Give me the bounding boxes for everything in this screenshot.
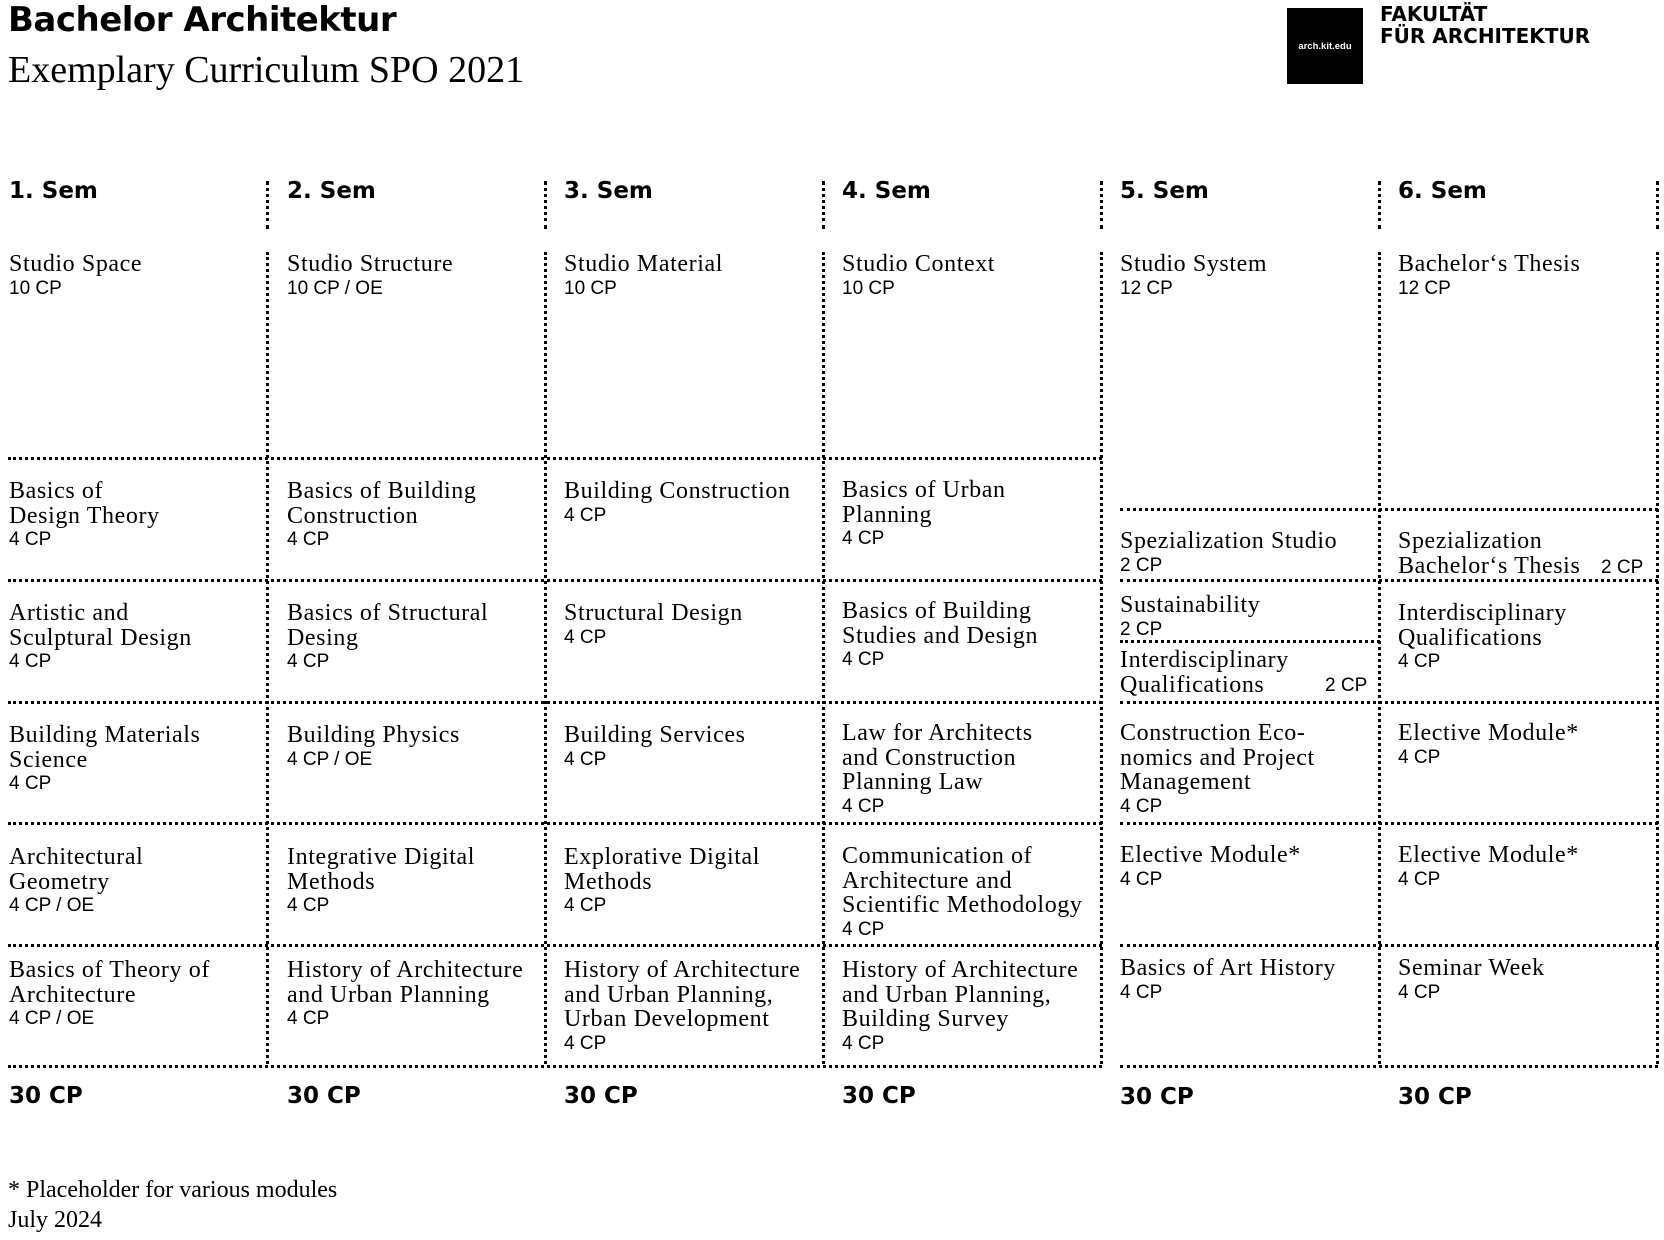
module-cell[interactable] xyxy=(1398,956,1664,1004)
module-cell[interactable] xyxy=(564,845,836,917)
module-credits: 4 CP xyxy=(9,651,52,672)
semester-total: 30 CP xyxy=(564,1083,638,1109)
row-divider xyxy=(8,701,1102,704)
module-cell[interactable] xyxy=(1120,721,1392,818)
semester-total: 30 CP xyxy=(287,1083,361,1109)
module-name: Building Materials Science xyxy=(9,722,201,773)
module-name: Studio Structure xyxy=(287,251,454,277)
header-divider xyxy=(822,181,825,229)
row-divider xyxy=(8,822,1102,825)
header-divider xyxy=(544,181,547,229)
module-cell[interactable] xyxy=(842,252,1114,300)
module-cell[interactable] xyxy=(842,599,1114,671)
module-cell[interactable] xyxy=(564,958,836,1055)
module-credits: 4 CP xyxy=(842,1032,885,1054)
footnote: * Placeholder for various modules xyxy=(8,1177,338,1203)
module-credits: 12 CP xyxy=(1398,277,1451,299)
module-name: Building Services xyxy=(564,722,746,748)
semester-2-label: 2. Sem xyxy=(287,178,376,204)
module-name: Law for Architects and Construction Planning Law xyxy=(842,720,1033,795)
module-credits: 4 CP xyxy=(1398,981,1441,1003)
module-name: Structural Design xyxy=(564,600,743,626)
module-cell[interactable] xyxy=(287,479,559,551)
module-credits: 4 CP xyxy=(9,529,52,550)
module-cell[interactable] xyxy=(287,723,559,771)
page-title: Bachelor Architektur xyxy=(8,0,397,40)
module-credits: 10 CP xyxy=(9,277,62,299)
row-divider xyxy=(1120,701,1658,704)
module-name: Studio System xyxy=(1120,251,1268,277)
module-credits: 4 CP xyxy=(842,649,885,670)
module-credits: 10 CP / OE xyxy=(287,277,383,299)
module-credits: 4 CP xyxy=(1120,795,1163,817)
module-name: Seminar Week xyxy=(1398,955,1545,981)
module-name: Basics of Structural Desing xyxy=(287,600,489,651)
semester-total: 30 CP xyxy=(9,1083,83,1109)
module-cell[interactable] xyxy=(1120,843,1392,891)
module-credits: 4 CP xyxy=(9,773,52,794)
module-credits: 4 CP xyxy=(1120,868,1163,890)
module-credits: 4 CP xyxy=(564,895,607,916)
semester-1-label: 1. Sem xyxy=(9,178,98,204)
module-cell[interactable] xyxy=(1398,843,1664,891)
module-cell[interactable] xyxy=(1120,529,1392,577)
module-credits: 4 CP xyxy=(1398,746,1441,768)
module-name: Elective Module* xyxy=(1120,842,1301,868)
row-divider xyxy=(1120,579,1658,582)
module-cell[interactable] xyxy=(564,252,836,300)
module-credits: 4 CP xyxy=(1120,981,1163,1003)
module-cell[interactable] xyxy=(842,478,1114,550)
module-cell[interactable] xyxy=(9,601,281,673)
row-divider xyxy=(8,1065,1102,1068)
module-name: Studio Material xyxy=(564,251,723,277)
module-cell[interactable] xyxy=(287,601,559,673)
module-name: History of Architecture and Urban Planning xyxy=(287,957,524,1008)
module-name: Communication of Architecture and Scientific Methodology xyxy=(842,843,1083,918)
module-credits: 2 CP xyxy=(1120,554,1163,576)
faculty-logo[interactable] xyxy=(1287,8,1363,84)
module-credits: 4 CP xyxy=(842,918,885,940)
module-name: Integrative Digital Methods xyxy=(287,844,476,895)
module-cell[interactable] xyxy=(9,479,281,551)
module-credits: 2 CP xyxy=(1325,675,1368,696)
faculty-name-line2: FÜR ARCHITEKTUR xyxy=(1380,24,1591,48)
module-credits: 4 CP xyxy=(1398,868,1441,890)
module-name: Studio Space xyxy=(9,251,143,277)
module-cell[interactable] xyxy=(842,721,1114,818)
module-cell[interactable] xyxy=(287,252,559,300)
semester-5-label: 5. Sem xyxy=(1120,178,1209,204)
module-credits: 4 CP xyxy=(564,504,607,526)
module-name: Interdisciplinary Qualifications xyxy=(1120,647,1289,698)
module-cell[interactable] xyxy=(9,958,281,1030)
module-name: Building Construction xyxy=(564,478,791,504)
module-credits: 2 CP xyxy=(1120,618,1163,640)
semester-total: 30 CP xyxy=(1120,1084,1194,1110)
column-divider xyxy=(822,252,825,1064)
module-cell[interactable] xyxy=(842,958,1132,1055)
module-name: Basics of Urban Planning xyxy=(842,477,1006,528)
module-name: Elective Module* xyxy=(1398,720,1579,746)
module-cell[interactable] xyxy=(9,723,281,795)
module-name: Bachelor‘s Thesis xyxy=(1398,251,1581,277)
module-name: Spezialization Studio xyxy=(1120,528,1338,554)
module-cell[interactable] xyxy=(1120,956,1392,1004)
module-cell[interactable] xyxy=(1398,601,1664,673)
logo-text: arch.kit.edu xyxy=(1298,40,1352,52)
module-credits: 4 CP xyxy=(842,795,885,817)
module-name: Interdisciplinary Qualifications xyxy=(1398,600,1567,651)
module-credits: 4 CP xyxy=(564,626,607,648)
header-divider xyxy=(266,181,269,229)
faculty-name-line1: FAKULTÄT xyxy=(1380,2,1488,26)
page-subtitle: Exemplary Curriculum SPO 2021 xyxy=(8,49,525,91)
semester-total: 30 CP xyxy=(1398,1084,1472,1110)
module-name: Artistic and Sculptural Design xyxy=(9,600,192,651)
row-divider xyxy=(1120,944,1658,947)
module-credits: 4 CP xyxy=(287,651,330,672)
module-cell[interactable] xyxy=(564,601,836,649)
module-credits: 4 CP / OE xyxy=(9,1008,95,1029)
module-name: Elective Module* xyxy=(1398,842,1579,868)
module-name: Explorative Digital Methods xyxy=(564,844,761,895)
module-cell[interactable] xyxy=(564,479,836,527)
module-credits: 10 CP xyxy=(564,277,617,299)
row-divider xyxy=(8,457,1102,460)
module-cell[interactable] xyxy=(9,845,281,917)
row-divider xyxy=(1120,822,1658,825)
row-divider xyxy=(8,579,1102,582)
module-credits: 4 CP xyxy=(287,1008,330,1029)
semester-3-label: 3. Sem xyxy=(564,178,653,204)
module-credits: 10 CP xyxy=(842,277,895,299)
module-credits: 4 CP xyxy=(842,528,885,549)
module-cell[interactable] xyxy=(9,252,281,300)
module-cell[interactable] xyxy=(1398,252,1664,300)
header-divider xyxy=(1656,181,1659,229)
module-cell[interactable] xyxy=(1120,593,1392,641)
semester-total: 30 CP xyxy=(842,1083,916,1109)
module-credits: 4 CP xyxy=(287,895,330,916)
module-name: History of Architecture and Urban Planning, Building Survey xyxy=(842,957,1079,1032)
module-credits: 4 CP xyxy=(287,529,330,550)
module-name: Basics of Building Construction xyxy=(287,478,477,529)
semester-6-label: 6. Sem xyxy=(1398,178,1487,204)
module-credits: 4 CP / OE xyxy=(9,895,95,916)
module-cell[interactable] xyxy=(287,845,559,917)
row-divider xyxy=(8,944,1102,947)
module-name: Basics of Theory of Architecture xyxy=(9,957,210,1008)
module-name: Building Physics xyxy=(287,722,460,748)
module-cell[interactable] xyxy=(842,844,1132,941)
module-name: Basics of Building Studies and Design xyxy=(842,598,1039,649)
module-name: Studio Context xyxy=(842,251,996,277)
module-name: Basics of Design Theory xyxy=(9,478,160,529)
header-divider xyxy=(1100,181,1103,229)
row-divider xyxy=(1120,1065,1658,1068)
module-name: Architectural Geometry xyxy=(9,844,144,895)
module-credits: 4 CP / OE xyxy=(287,748,373,770)
module-name: Construction Eco- nomics and Project Management xyxy=(1120,720,1315,795)
module-name: Spezialization Bachelor‘s Thesis xyxy=(1398,528,1581,579)
module-cell[interactable] xyxy=(564,723,836,771)
module-credits: 4 CP xyxy=(1398,651,1441,672)
module-cell[interactable] xyxy=(1120,252,1392,300)
semester-4-label: 4. Sem xyxy=(842,178,931,204)
module-cell[interactable] xyxy=(287,958,559,1030)
footer-date: July 2024 xyxy=(8,1207,103,1233)
row-divider xyxy=(1120,508,1658,511)
module-cell[interactable] xyxy=(1398,721,1664,769)
module-name: Basics of Art History xyxy=(1120,955,1336,981)
module-credits: 12 CP xyxy=(1120,277,1173,299)
module-name: History of Architecture and Urban Planning, Urban Development xyxy=(564,957,801,1032)
module-credits: 4 CP xyxy=(564,1032,607,1054)
module-name: Sustainability xyxy=(1120,592,1261,618)
module-credits: 4 CP xyxy=(564,748,607,770)
header-divider xyxy=(1378,181,1381,229)
module-credits: 2 CP xyxy=(1601,557,1644,578)
